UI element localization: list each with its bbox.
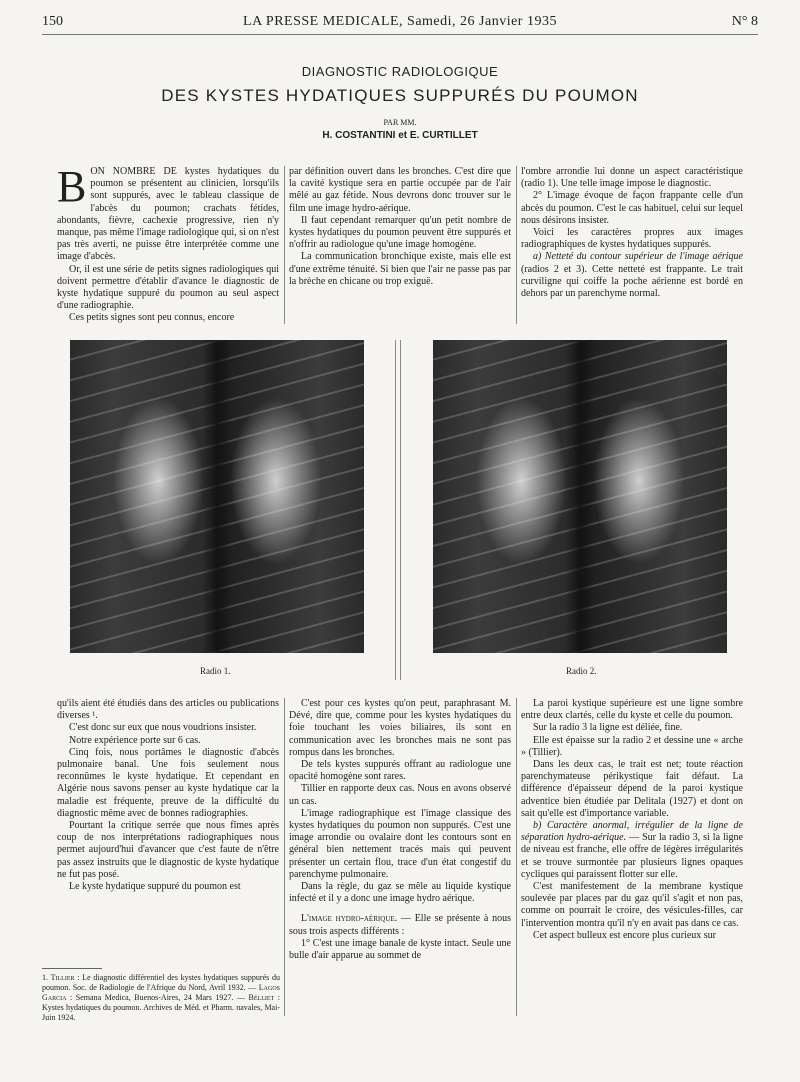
authors: H. COSTANTINI et E. CURTILLET (322, 130, 478, 141)
figure-caption-1: Radio 1. (200, 666, 231, 676)
paragraph: Dans les deux cas, le trait est net; toute réaction parenchymateuse périkystique fait défaut. La différence d'épaisseur dépend de la paroi kystique adventice bien étudiée par Delitala (1927) et dont on sait qu'elle est d'importance variable. (521, 759, 743, 819)
section-kicker: DIAGNOSTIC RADIOLOGIQUE (301, 64, 499, 79)
bottom-column-3 (521, 698, 743, 942)
paragraph (57, 162, 280, 264)
column-rule (284, 166, 285, 324)
paragraph: Or, il est une série de petits signes radiologiques qui doivent permettre d'établir d'avance le diagnostic de kyste hydatique suppuré du poumon au seul aspect d'une radiographie. (57, 263, 279, 312)
footnote-text: : Kystes hydatiques du poumon. Archives de Méd. et Pharm. navales, Mai-Juin 1924. (42, 993, 280, 1022)
paragraph: 2° L'image évoque de façon frappante celle d'un abcès du poumon. C'est le cas habituel, celui sur lequel nous désirons insister. (521, 190, 743, 226)
byline-par: PAR MM. (383, 118, 417, 127)
paragraph (521, 251, 743, 300)
paragraph: Cet aspect bulleux est encore plus curieux sur (533, 929, 716, 941)
bottom-column-1 (57, 698, 279, 893)
issue-number: N° 8 (731, 14, 758, 29)
paragraph: Tillier en rapporte deux cas. Nous en avons observé un cas. (289, 783, 511, 807)
footnote (42, 973, 280, 1023)
radiograph-1 (70, 340, 364, 653)
paragraph: par définition ouvert dans les bronches. C'est dire que la cavité kystique sera en partie occupée par de l'air mêlé au gaz fétide. Nous devrons donc trouver sur le film une image hydro-aérique. (289, 166, 511, 214)
paragraph: C'est pour ces kystes qu'on peut, paraphrasant M. Dévé, dire que, comme pour les kystes hydatiques du foie touchant les voies biliaires, ils sont en communication avec les bronches mais ne sont pas rompus dans les bronches. (289, 698, 511, 758)
running-header (42, 14, 758, 35)
drop-cap: B (57, 162, 87, 211)
figure-divider (395, 340, 396, 680)
section-heading: L'image hydro-aérique. (301, 913, 398, 925)
footnote-author: Lagos Garcia (42, 983, 280, 1002)
paragraph-text: (radios 2 et 3). Cette netteté est frappante. Le trait curviligne qui coiffe la poche aérienne est bordé en dehors par un parenchyme normal. (521, 263, 743, 300)
top-column-1 (57, 162, 280, 325)
figure-divider (400, 340, 401, 680)
italic-lead: b) Caractère anormal, irrégulier de la ligne de séparation hydro-aérique. (521, 820, 743, 844)
paragraph (289, 913, 511, 937)
footnote-text: : Semana Medica, Buenos-Aires, 24 Mars 1927. — (66, 993, 249, 1002)
paragraph: De tels kystes suppurés offrant au radiologue une opacité homogène sont rares. (289, 759, 511, 783)
bottom-column-2 (289, 698, 511, 962)
paragraph-text: kystes hydatiques du poumon se présentent au clinicien, lorsqu'ils sont suppurés, avec le tableau classique de l'abcès du poumon; crachats fétides, abondants, fièvre, cachexie progressive, rien n'y manque, pas même l'image radiologique qui, si on n'est pas très averti, ne puisse être interprétée comme une image d'abcès. (57, 166, 280, 263)
paragraph: C'est manifestement de la membrane kystique soulevée par places par du gaz qu'il s'agit et non pas, comme on pourrait le croire, des vésicules-filles, car l'intervention montra qu'il n'y en avait pas dans ce cas. (521, 881, 743, 929)
figure-caption-2: Radio 2. (566, 666, 597, 676)
paragraph: Elle est épaisse sur la radio 2 et dessine une « arche » (Tillier). (521, 734, 743, 758)
footnote-author: Bélliet (248, 993, 275, 1002)
paragraph: Dans la règle, du gaz se mêle au liquide kystique infecté et il y a donc une image hydro aérique. (289, 881, 511, 905)
paragraph: Il faut cependant remarquer qu'un petit nombre de kystes hydatiques du poumon peuvent être suppurés et n'offrir au radiologue qu'une image homogène. (289, 214, 511, 251)
radiograph-2 (433, 340, 727, 653)
paragraph: La paroi kystique supérieure est une ligne sombre entre deux clartés, celle du kyste et celle du poumon. (521, 698, 743, 722)
paragraph: C'est donc sur eux que nous voudrions insister. (69, 722, 257, 734)
column-rule (284, 698, 285, 1016)
column-rule (516, 166, 517, 324)
footnote-author: 1. Tillier (42, 973, 75, 982)
italic-lead: a) Netteté du contour supérieur de l'image aérique (533, 251, 743, 263)
footnote-rule (42, 968, 102, 969)
paragraph: Ces petits signes sont peu connus, encore (69, 312, 235, 324)
page-number: 150 (42, 14, 63, 29)
lead-in: ON NOMBRE DE (90, 166, 177, 177)
paragraph: 1° C'est une image banale de kyste intact. Seule une bulle d'air apparue au sommet de (289, 937, 511, 962)
paragraph: qu'ils aient été étudiés dans des articles ou publications diverses ¹. (57, 698, 279, 722)
paragraph: Cinq fois, nous portâmes le diagnostic d'abcès pulmonaire banal. Une fois seulement nous reconnûmes le kyste hydatique. Et cependant en Algérie nous savons penser au kyste hydatique car la maladie est fréquente, preuve de la difficulté du diagnostic même avec de bonnes radiographies. (57, 746, 279, 819)
paragraph: Pourtant la critique serrée que nous fîmes après coup de nos interprétations radiographiques nous permet aujourd'hui d'avancer que c'est faute de n'être pas assez instruits que le diagnostic de kyste hydatique ne fut pas posé. (57, 820, 279, 880)
paragraph-text: — Elle se présente à nous sous trois aspects différents : (289, 913, 511, 937)
paragraph: l'ombre arrondie lui donne un aspect caractéristique (radio 1). Une telle image impose le diagnostic. (521, 166, 743, 190)
masthead: LA PRESSE MEDICALE, Samedi, 26 Janvier 1935 (243, 14, 557, 29)
paragraph: Voici les caractères propres aux images radiographiques de kystes hydatiques suppurés. (521, 227, 743, 251)
paragraph (521, 820, 743, 881)
footnote-text: : Le diagnostic différentiel des kystes hydatiques suppurés du poumon. Soc. de Radiologie de l'Afrique du Nord, Avril 1932. — (42, 973, 280, 992)
top-column-2 (289, 166, 511, 288)
paragraph: L'image radiographique est l'image classique des kystes hydatiques du poumon non suppurés. C'est une image arrondie ou ovalaire dont les contours sont en général bien nettement tracés mais qui peuvent présenter un certain flou, trace d'un état congestif du parenchyme pulmonaire. (289, 807, 511, 880)
paragraph: Sur la radio 3 la ligne est déliée, fine. (533, 722, 683, 734)
paragraph-text: — Sur la radio 3, si la ligne de niveau est franche, elle offre de légères irrégularités et se trouve surmontée par plusieurs lignes opaques cycliques qui paraissent flotter sur elle. (521, 832, 743, 880)
top-column-3 (521, 166, 743, 300)
column-rule (516, 698, 517, 1016)
article-title: DES KYSTES HYDATIQUES SUPPURÉS DU POUMON (161, 86, 639, 105)
paragraph: La communication bronchique existe, mais elle est d'une extrême ténuité. Si bien que l'air ne passe pas par la brèche en chicane ou trop exiguë. (289, 251, 511, 287)
paragraph: Le kyste hydatique suppuré du poumon est (69, 881, 241, 893)
paragraph: Notre expérience porte sur 6 cas. (69, 734, 201, 746)
